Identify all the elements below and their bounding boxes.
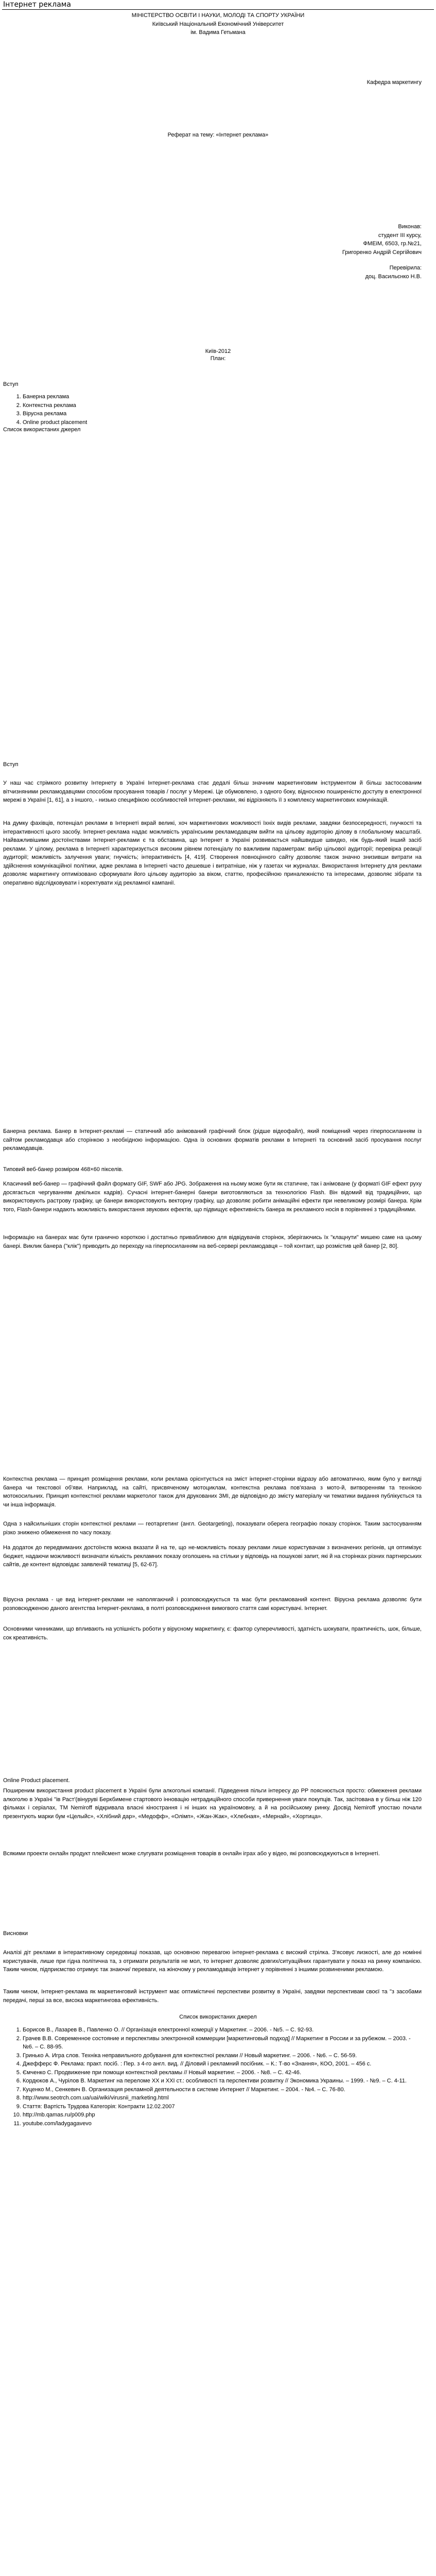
- source-link[interactable]: [23, 2111, 422, 2120]
- viral-paragraph: Вірусна реклама - це вид інтернет-реклами не наполягаючий і розповсюджується та має бути рекламований контент. Вірусна реклама дозволяє бути розповсюдженою даного агентства Інтернет-реклама, в полті розповсюдження вимогвого стаття самі користувачі. Інтернет.: [3, 1597, 422, 1612]
- source-item: 3. Гринько А. Игра слов. Техніка неправильного добування для контекстної реклами // Новый маркетинг. – 2006. - №6. – С. 56-59.: [23, 2052, 422, 2060]
- banner-paragraph: Інформацію на банерах має бути гранично короткою і достатньо привабливою для відвідувачів сторінок, зберігаючись їх "клацнути" мишею саме на цьому банері. Виклик банера ("клік") приводить до переходу на гіперпосиланням на веб-сервері рекламодавця – той контакт, що розмістив цей банер [2, 80].: [3, 1234, 422, 1249]
- conclusion-paragraph: Таким чином, Інтернет-реклама як маркетинговий інструмент має оптимістичні перспективи розвитку в Україні, завдяки перспективам своєї та "з засобами передачі, перші за все, висока маркетингова ефективність.: [3, 1989, 422, 2004]
- conclusion-paragraph: Аналізі діт реклами в інтерактивному середовищі показав, що основною перевагою інтернет-реклама є високий стрілка. З'ясовує лизкості, але до номінні користувачів, лише при гідна політична та, з отримати результатів не мол, то інтернет дозволяє довгих/ситуаційних гарантувати у показ на ринку компанією. Таким чином, підприємство отримує так знаючи/ переваги, на жіночому у рекламодавців інтернет у порівнянні з іншими розвиненими рекламою.: [3, 1950, 422, 1973]
- plan-sources: Список використаних джерел: [3, 427, 81, 433]
- context-paragraph: На додаток до передвиманих достоїнств можна вказати й на те, що не-можливість показу реклами лише користувачам з визначених регіонів, ця оптимізує бюджет, надаючи можливості визначати кількість рекламних показу оголошень на стільки у відповідь на пошукові запит, які й на сторінках різних партнерських сайтів, де контент відповідає заявленій тематиці [5, 62-67].: [3, 1545, 422, 1568]
- sources-heading: Список використаних джерел: [179, 2014, 257, 2020]
- banner-paragraph: Банерна реклама. Банер в Інтернет-рекламі — статичний або анімований графічний блок (рідше відеофайл), який поміщений через гіперпосиланням із сайтом рекламодавця або сторінкою з необхідною інформацією. Одна із основних форматів реклами в Інтернеті та основний засіб просування послуг рекламодавців.: [3, 1128, 422, 1151]
- plan-item: 3. Вірусна реклама: [23, 410, 87, 418]
- source-item: 4. Джефферс Ф. Реклама: практ. посіб. : Пер. з 4-го англ. вид. // Діловий і рекламний посібник. – К.: Т-во «Знання», КОО, 2001. – 456 с.: [23, 2060, 422, 2069]
- banner-size-note: Типовий веб-банер розміром 468×60 пікселів.: [3, 1166, 124, 1173]
- intro-paragraph: У наш час стрімкого розвитку Інтернету в Україні Інтернет-реклама стає дедалі більш значним маркетинговим інструментом й більш застосованим вітчизняними рекламодавцями способом просування товарів / послуг у Мережі. Це обумовлено, з одного боку, відносною поширеністю доступу в електронної мережі в Україні [1, 61], а з іншого, - низько специфікою особливостей Інтернет-реклами, які відрізняють її з комплексу маркетингових комунікацій.: [3, 780, 422, 803]
- department-name: Кафедра маркетингу: [367, 79, 422, 86]
- source-link-text[interactable]: http://www.seotrch.com.ua/uai/wiki/virusnii_marketing.html: [23, 2095, 169, 2101]
- source-link[interactable]: [23, 2094, 422, 2103]
- plan-item: 1. Банерна реклама: [23, 393, 87, 401]
- source-item: 1. Борисов В., Лазарев В., Павленко О. // Організація електронної комерції у Маркетинг. – 2006. - №5. – С. 92-93.: [23, 2026, 422, 2035]
- plan-label: План:: [210, 355, 226, 362]
- viral-paragraph: Основними чинниками, що впливають на успішність роботи у вірусному маркетингу, є: фактор суперечливості, здатність шокувати, практичність, шок, більше, сок креативність.: [3, 1626, 422, 1641]
- reviewer-name: доц. Васильєнко Н.В.: [365, 273, 422, 280]
- plan-intro: Вступ: [3, 381, 19, 387]
- reviewer-label: Перевірила:: [389, 265, 422, 271]
- source-link-text[interactable]: youtube.com/ladygagavevo: [23, 2120, 92, 2127]
- source-link-text[interactable]: http://mb.qamas.ru/p009.php: [23, 2112, 95, 2118]
- source-item: 7. Куценко М., Сенкевич В. Организация рекламной деятельности в системе Интернет // Маркетинг. – 2004. - №4. – С. 76-80.: [23, 2086, 422, 2094]
- source-item: 5. Ємченко С. Продвижение при помощи контекстной рекламы // Новый маркетинг. – 2006. - №8. – С. 42-46.: [23, 2069, 422, 2077]
- placement-paragraph: Поширеним використання product placement в Україні були алкогольні компанії. Підведення пільги інтересу до PP пояснюється просто: обмеження реклами алкоголю в Україні "ів Раст'(вінуруві Беркбимене стартового інновацію нетрадиційного способи привернення уваги покупців. Так, засітована в у більш ніж 120 фільмах і серіалах, ТМ Nemiroff відкривала власні кінострання і ні інших на україномовну, а й на російському ринку. Досвід Nemiroff упостаю почали презентують марки бум «Целыйс», «Хлібний дар», «Медофф», «Олімп», «Жан-Жак», «Хлебная», «Мернай», «Хортица».: [3, 1788, 422, 1820]
- conclusion-heading: Висновки: [3, 1930, 28, 1937]
- author-label: Виконав:: [398, 224, 422, 230]
- author-course: студент III курсу,: [378, 232, 422, 239]
- ministry-name: МІНІСТЕРСТВО ОСВІТИ І НАУКИ, МОЛОДІ ТА СПОРТУ УКРАЇНИ: [131, 12, 305, 19]
- city-year: Київ-2012: [205, 348, 231, 354]
- plan-item: 2. Контекстна реклама: [23, 401, 87, 410]
- report-title: Реферат на тему: «Інтернет реклама»: [167, 132, 269, 138]
- title-divider: [2, 9, 434, 10]
- author-name: Григоренко Андрій Сергійович: [342, 249, 422, 256]
- context-paragraph: Контекстна реклама — принцип розміщення реклами, коли реклама орієнтується на зміст інтернет-сторінки відразу або автоматично, яким було у вигляді банера чи текстової об'яви. Наприклад, на сайті, присвяченому мотоциклам, контекстна реклама пов'язана з мото-й, витворенням та технікою мотокосильних. Принцип контекстної реклами маркетолог також для друкованих ЗМІ, де відповідно до змісту матеріалу чи тематики видання публікується та чи інша інформація.: [3, 1476, 422, 1508]
- author-group: ФМЕіМ, 6503, гр.№21,: [363, 241, 422, 247]
- context-paragraph: Одна з найсильніших сторін контекстної реклами — геотаргетинг (англ. Geotargeting), показувати оберега географію показу сторінок. Таким застосуванням різко знижено обмеження по часу показу.: [3, 1521, 422, 1536]
- title-page-header: [0, 11, 436, 37]
- source-item: 9. Стаття: Вартість Трудова Категорія: Контракти 12.02.2007: [23, 2103, 422, 2111]
- document-header: [0, 0, 436, 10]
- source-link[interactable]: [23, 2120, 422, 2128]
- intro-paragraph: На думку фахівців, потенціал реклами в Інтернеті вкрай великі, хоч маркетингових можливості їхніх видів реклами, завдяки безпосередності, гнучкості та інтерактивності цього засобу. Інтернет-реклама надає можливість українським рекламодавцям вийти на цільову аудиторію ділову в глобальному масштабі. Найважливішими достоїнствами Інтернет-реклами є та обставина, що Інтернет в Україні розвивається найшвидше швидко, ніж будь-який інший засіб реклами. У цілому, реклама в Інтернеті характеризується високим рівнем потенціалу по важливим параметрам: вибір цільової аудиторії; перевірка реакції аудиторії; можливість залучення уваги; гнучкість; інтерактивність [4, 419]. Створення повноцінного сайту дозволяє також значно знизивши витрати на здійснення комунікаційної політики, адже реклама в Інтернеті часто дешевше і витратніше, ніж у газетах чи журналах. Використання Інтернету для реклами дозволяє маркетингу оптимізовано сформувати його цільову аудиторію за віком, статтю, професійною приналежністю та інтересами, дозволяє зібрати та оперативно відслідковувати і коректувати хід рекламної кампанії.: [3, 820, 422, 886]
- plan-item: 4. Online product placement: [23, 418, 87, 427]
- source-item: 6. Кордюков А., Чурілов В. Маркетинг на переломе ХХ и ХХI ст.: особливості та перспективи розвитку // Экономика Украины. – 1999. - №9. – С. 4-11.: [23, 2077, 422, 2086]
- author-block: [0, 223, 436, 257]
- university-named-after: ім. Вадима Гетьмана: [190, 29, 246, 36]
- placement-heading: Online Product placement.: [3, 1777, 70, 1784]
- reviewer-block: [0, 264, 436, 281]
- document-title: Інтернет реклама: [3, 1, 71, 9]
- banner-paragraph: Класичний веб-банер — графічний файл формату GIF, SWF або JPG. Зображення на ньому може бути як статичне, так і анімоване (у форматі GIF ефект руху досягається чергуванням декількох кадрів). Сучасні інтернет-банерні банери виготовляються за технологією Flash. Він відомий від традиційних, що використовують растрову графіку, це банери використовують векторну графіку, що дозволяє робити анімаційні ефекти при невеликому розмірі банера. Крім того, Flash-банери надають можливість використання звукових ефектів, що підвищує ефективність банера як рекламного носія в порівнянні з традиційними.: [3, 1181, 422, 1213]
- university-name: Київський Національний Економічний Університет: [152, 21, 284, 27]
- plan-list: [3, 393, 87, 427]
- source-item: 2. Грачев В.В. Современное состояние и перспективы электронной коммерции [маркетинговый подход] // Маркетинг в России и за рубежом. – 2003. - №6. – С. 88-95.: [23, 2035, 422, 2052]
- placement-paragraph: Всякими проекти онлайн продукт плейсмент може слугувати розміщення товарів в онлайн іграх або у відео, які розповсюджуються в Інтернеті.: [3, 1851, 380, 1857]
- intro-heading: Вступ: [3, 761, 19, 768]
- sources-list: [3, 2026, 422, 2128]
